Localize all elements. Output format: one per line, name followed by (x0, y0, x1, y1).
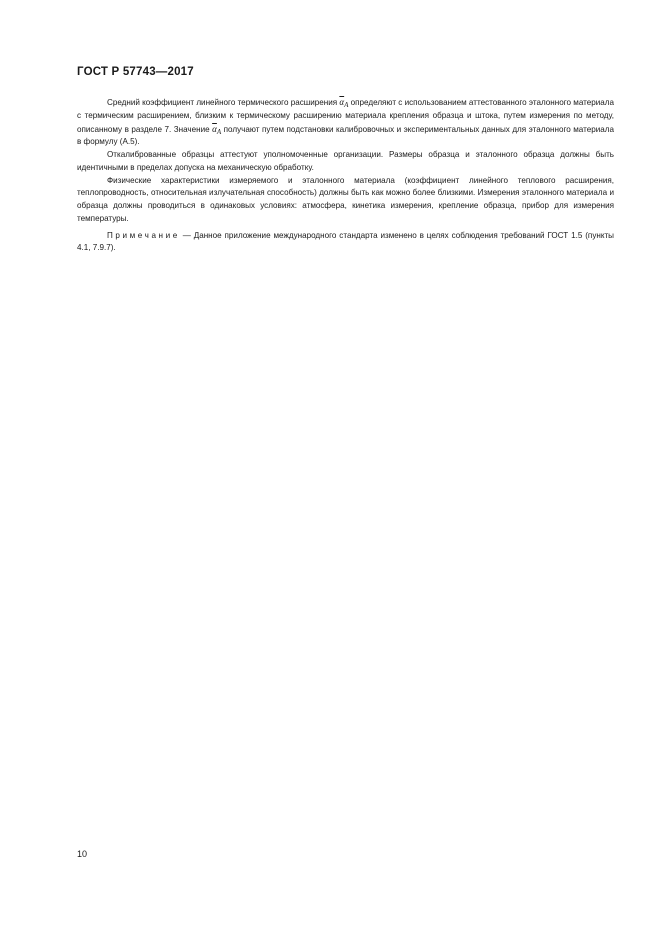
page-number: 10 (77, 849, 88, 859)
paragraph-text: определяют с использованием аттестованного эталонного материала с термическим расширением, близким к термическому расширению материала крепления образца и штока, путем измерения по методу, описанному в разделе 7. Значение (77, 98, 615, 134)
paragraph-physical-characteristics: Физические характеристики измеряемого и эталонного материала (коэффициент линейного теплового расширения, теплопроводность, относительная излучательная способность) должны быть как можно более близкими. Измерения эталонного материала и образца должны проводиться в одинаковых условиях: атмосфера, кинетика измерения, крепление образца, прибор для измерения температуры. (77, 175, 614, 223)
paragraph-text: Средний коэффициент линейного термического расширения (107, 98, 338, 107)
body-text (77, 96, 614, 255)
alpha-a-symbol: $\overline{\alpha}_A$ (212, 123, 222, 136)
paragraph-calibrated-samples: Откалиброванные образцы аттестуют уполномоченные организации. Размеры образца и эталонного образца должны быть идентичными в пределах допуска на механическую обработку. (77, 150, 614, 172)
note-label: Примечание (107, 230, 180, 240)
note-paragraph (77, 230, 614, 256)
alpha-a-symbol: $\overline{\alpha}_A$ (339, 97, 349, 109)
note-text: — Данное приложение международного стандарта изменено в целях соблюдения требований ГОСТ 1.5 (пункты 4.1, 7.9.7). (77, 230, 614, 253)
paragraph-calibration-method (77, 96, 614, 149)
paragraph-text: получают путем подстановки калибровочных и экспериментальных данных для эталонного материала в формулу (А.5). (77, 124, 614, 147)
standard-code-header: ГОСТ Р 57743—2017 (77, 66, 194, 78)
